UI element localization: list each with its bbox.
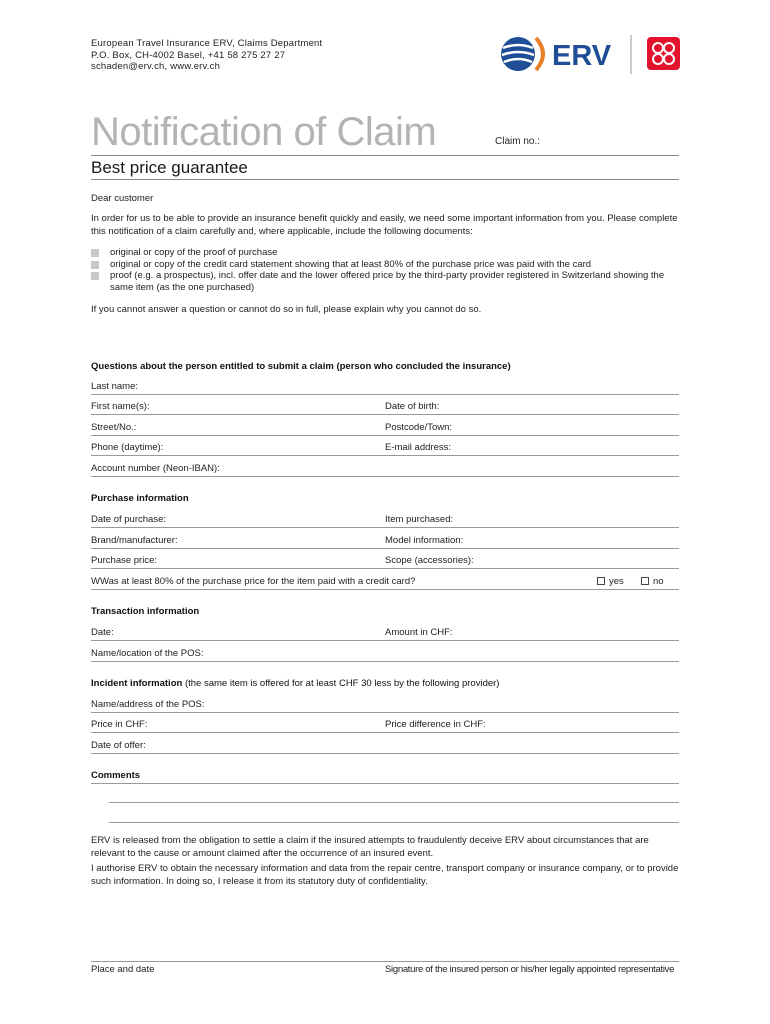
email-label: E-mail address: [385,442,451,453]
erv-logo [498,32,680,76]
field-last-name[interactable]: Last name: [91,375,679,395]
place-date-label: Place and date [91,964,155,975]
first-name-label: First name(s): [91,401,150,412]
list-item: proof (e.g. a prospectus), incl. offer date and the lower offered price by the third-party provider registered in Switzerland showing the same item (as the one purchased) [91,270,681,293]
no-option[interactable]: no [641,576,664,587]
phone-label: Phone (daytime): [91,442,164,453]
transaction-date-label: Date: [91,627,114,638]
comments-line[interactable] [91,783,679,784]
brand-label: Brand/manufacturer: [91,535,178,546]
bullet-icon [91,261,99,269]
seal-icon [647,37,680,70]
signature-label: Signature of the insured person or his/her legally appointed representative [385,964,675,975]
price-chf-label: Price in CHF: [91,719,148,730]
field-pos-address[interactable]: Name/address of the POS: [91,693,679,713]
field-row-address[interactable] [91,416,679,436]
field-row-price-scope[interactable] [91,549,679,569]
arc-icon [536,38,543,70]
section-heading-transaction: Transaction information [91,606,200,617]
address-line-2: P.O. Box, CH-4002 Basel, +41 58 275 27 27 [91,49,286,61]
document-list [91,247,681,293]
section-heading-comments: Comments [91,770,141,781]
bullet-icon [91,272,99,280]
field-row-name-dob[interactable] [91,395,679,415]
comments-line[interactable] [109,822,679,823]
field-date-of-offer[interactable]: Date of offer: [91,734,679,754]
checkbox-yes[interactable] [597,577,605,585]
amount-label: Amount in CHF: [385,627,453,638]
model-label: Model information: [385,535,464,546]
incident-heading-note: (the same item is offered for at least CHF 30 less by the following provider) [182,678,500,689]
legal-paragraph-2: I authorise ERV to obtain the necessary information and data from the repair centre, transport company or insurance company, or to provide such information. In doing so, I release it from its statutory duty of confidentiality. [91,863,679,887]
field-account-number[interactable]: Account number (Neon-IBAN): [91,457,679,477]
section-heading-incident: Incident information (the same item is offered for at least CHF 30 less by the following provider) [91,678,500,689]
dob-label: Date of birth: [385,401,440,412]
scope-label: Scope (accessories): [385,555,474,566]
section-heading-person: Questions about the person entitled to submit a claim (person who concluded the insurance) [91,361,511,372]
price-label: Purchase price: [91,555,158,566]
list-item: original or copy of the credit card statement showing that at least 80% of the purchase price was paid with the card [91,259,681,271]
title-row [91,108,679,156]
intro-paragraph: In order for us to be able to provide an insurance benefit quickly and easily, we need some important information from you. Please complete this notification of a claim carefully and, where applicable, include the following documents: [91,213,678,237]
sender-address [91,38,322,73]
field-row-brand-model[interactable] [91,529,679,549]
greeting: Dear customer [91,193,154,204]
comments-line[interactable] [109,802,679,803]
address-line-1: European Travel Insurance ERV, Claims Department [91,38,323,49]
price-diff-label: Price difference in CHF: [385,719,486,730]
purchase-date-label: Date of purchase: [91,514,166,525]
field-row-price-diff[interactable] [91,713,679,733]
legal-paragraph-1: ERV is released from the obligation to settle a claim if the insured attempts to fraudulently deceive ERV about circumstances that are relevant to the cause or amount claimed after the occurrence of an insured event. [91,835,649,859]
list-item: original or copy of the proof of purchase [91,247,681,259]
checkbox-no[interactable] [641,577,649,585]
logo-text: ERV [552,40,612,72]
page-title: Notification of Claim [91,110,437,154]
claim-number-label: Claim no.: [495,136,541,147]
postcode-label: Postcode/Town: [385,422,453,433]
street-label: Street/No.: [91,422,137,433]
form-subtitle: Best price guarantee [91,158,679,180]
yes-option[interactable]: yes [597,576,624,587]
signature-line[interactable] [91,961,679,962]
field-row-date-amount[interactable] [91,621,679,641]
credit-card-question: WWas at least 80% of the purchase price for the item paid with a credit card? [91,576,416,587]
address-line-3: schaden@erv.ch, www.erv.ch [91,61,221,72]
bullet-icon [91,249,99,257]
item-label: Item purchased: [385,514,454,525]
field-row-contact[interactable] [91,436,679,456]
field-pos-location[interactable]: Name/location of the POS: [91,642,679,662]
field-row-purchase-date-item[interactable] [91,508,679,528]
section-heading-purchase: Purchase information [91,493,189,504]
credit-card-question-row [91,570,679,590]
instruction-note: If you cannot answer a question or cannot do so in full, please explain why you cannot do so. [91,304,482,315]
